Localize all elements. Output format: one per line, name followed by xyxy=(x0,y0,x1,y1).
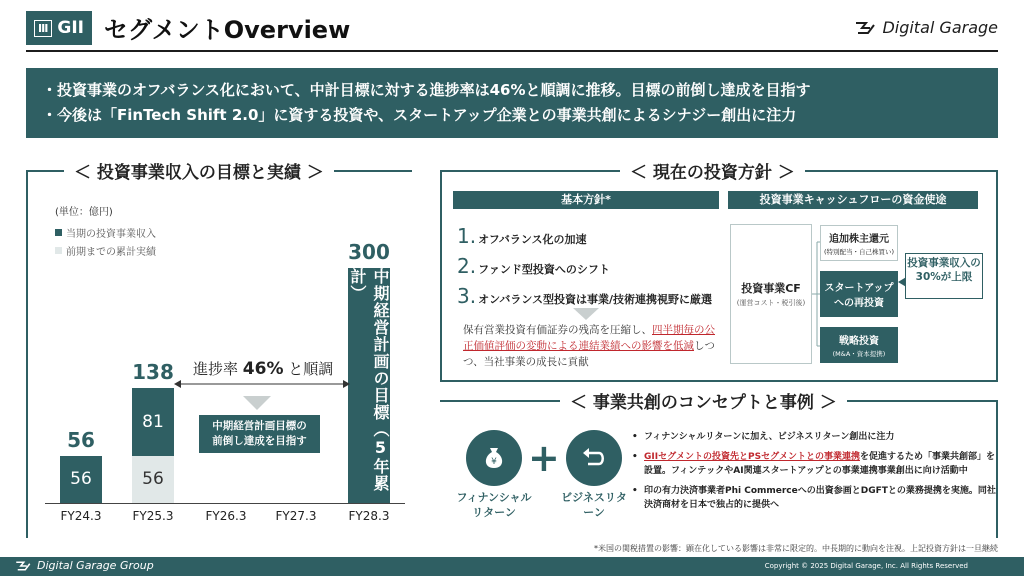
note-highlight: 四半期毎の公正価値評価の変動による連結業績への影響を低減 xyxy=(463,324,715,352)
x-tick-label: FY27.3 xyxy=(275,509,317,523)
cf-item-shareholder-return xyxy=(820,225,898,261)
company-logo xyxy=(854,18,998,37)
legend-label: 当期の投資事業収入 xyxy=(66,229,156,240)
progress-arrow-icon xyxy=(174,378,350,390)
progress-prefix: 進捗率 xyxy=(193,360,239,378)
down-arrow-icon xyxy=(573,308,599,320)
summary-banner xyxy=(26,68,998,138)
footer-company: Digital Garage Group xyxy=(37,559,154,572)
bullet-highlight: GIIセグメントの投資先とPSセグメントとの事業連携 xyxy=(644,452,860,462)
section-badge xyxy=(26,11,92,45)
legend-label: 前期までの累計実績 xyxy=(66,247,156,258)
copyright: Copyright © 2025 Digital Garage, Inc. All Rights Reserved xyxy=(764,562,968,570)
bar-prior-FY25.3: 56 xyxy=(132,456,174,503)
cap-callout: 投資事業収入の30%が上限 xyxy=(905,253,983,299)
policy-note xyxy=(463,322,723,370)
policy-text: ファンド型投資へのシフト xyxy=(478,263,610,276)
footer-bar xyxy=(0,557,1024,576)
return-arrow-icon xyxy=(579,443,609,473)
note-text: 保有営業投資有価証券の残高を圧縮し、 xyxy=(463,324,652,336)
right-top-title: ＜ 現在の投資方針 ＞ xyxy=(620,158,805,183)
left-panel-title: ＜ 投資事業収入の目標と実績 ＞ xyxy=(64,158,334,183)
policy-text: オンバランス型投資は事業/技術連携視野に厳選 xyxy=(478,293,713,306)
money-bag-icon xyxy=(479,443,509,473)
x-axis xyxy=(45,503,405,504)
policy-number: 1. xyxy=(457,224,477,248)
bullet-text: を促進するため「事業共創部」を設置。フィンテックやAI関連スタートアップとの事業連携事業創出に向け活動中 xyxy=(644,452,995,476)
summary-line-1: ・投資事業のオフバランス化において、中計目標に対する進捗率は46%と順調に推移。目標の前倒し達成を目指す xyxy=(42,81,811,99)
financial-return-label: フィナンシャルリターン xyxy=(456,491,532,519)
summary-line-2: ・今後は「FinTech Shift 2.0」に資する投資や、スタートアップ企業との事業共創によるシナジー創出に注力 xyxy=(42,106,797,124)
target-vertical-label: 中期経営計画の目標（5年累計） xyxy=(348,268,390,492)
cf-item-strategic xyxy=(820,327,898,363)
bar-total-label: 300 xyxy=(348,240,390,264)
bullet-item xyxy=(630,430,1002,444)
cf-item-reinvestment xyxy=(820,271,898,317)
financial-return-circle xyxy=(466,430,522,486)
business-return-circle xyxy=(566,430,622,486)
cocreation-bullets xyxy=(630,430,1002,518)
x-tick-label: FY28.3 xyxy=(348,509,390,523)
note-text: しつつ、当社事業の成長に貢献 xyxy=(463,340,715,368)
policy-header: 基本方針* xyxy=(453,191,719,209)
goal-line-2: 前倒し達成を目指す xyxy=(212,435,307,447)
cf-title: 投資事業CF xyxy=(741,282,801,295)
footnote: *米国の関税措置の影響：顕在化している影響は非常に限定的。中長期的に動向を注視。上記投資方針は一旦継続 xyxy=(594,544,998,553)
cf-item-sub: (特別配当・自己株買い) xyxy=(823,248,895,256)
policy-item-2 xyxy=(457,254,610,278)
goal-box xyxy=(199,415,320,453)
progress-suffix: と順調 xyxy=(288,360,334,378)
policy-item-1 xyxy=(457,224,587,248)
legend-swatch xyxy=(55,247,62,254)
legend-prior xyxy=(55,243,156,258)
x-tick-label: FY25.3 xyxy=(132,509,174,523)
page-title: セグメントOverview xyxy=(104,16,351,44)
bar-current-FY25.3: 81 xyxy=(132,388,174,456)
unit-label: (単位：億円) xyxy=(55,207,113,218)
goal-line-1: 中期経営計画目標の xyxy=(212,420,307,432)
progress-text xyxy=(193,358,333,379)
bar-total-label: 138 xyxy=(132,359,174,384)
plus-icon: + xyxy=(528,436,560,480)
right-bottom-title: ＜ 事業共創のコンセプトと事例 ＞ xyxy=(560,388,847,413)
policy-item-3 xyxy=(457,284,712,308)
dg-logo-icon xyxy=(14,560,32,572)
cf-item-title: 戦略投資 xyxy=(839,336,879,347)
bullet-text: 印の有力決済事業者Phi Commerceへの出資参画とDGFTとの業務提携を実施。同社決済商材を日本で独占的に提供へ xyxy=(644,486,996,510)
policy-number: 3. xyxy=(457,284,477,308)
bullet-text: フィナンシャルリターンに加え、ビジネスリターン創出に注力 xyxy=(644,432,895,442)
section-number: Ⅲ xyxy=(34,20,52,37)
bar-target-FY28.3 xyxy=(348,268,390,503)
down-arrow-icon xyxy=(243,396,271,410)
x-tick-label: FY24.3 xyxy=(60,509,102,523)
legend-swatch xyxy=(55,229,62,236)
progress-value: 46% xyxy=(242,359,284,379)
svg-text:¥: ¥ xyxy=(491,457,497,467)
bar-current-FY24.3: 56 xyxy=(60,456,102,503)
header-divider xyxy=(26,50,998,52)
cf-header: 投資事業キャッシュフローの資金使途 xyxy=(728,191,978,209)
logo-text: Digital Garage xyxy=(882,18,998,37)
x-tick-label: FY26.3 xyxy=(205,509,247,523)
cf-item-sub: (M&A・資本提携) xyxy=(832,350,886,358)
legend-current xyxy=(55,225,156,240)
policy-number: 2. xyxy=(457,254,477,278)
bullet-item xyxy=(630,484,1002,512)
cf-source-box xyxy=(730,224,812,364)
dg-logo-icon xyxy=(854,20,876,36)
section-label: GII xyxy=(57,18,84,38)
cf-item-title: 追加株主還元 xyxy=(829,234,889,245)
bullet-item xyxy=(630,450,1002,478)
footer-logo xyxy=(14,559,154,572)
business-return-label: ビジネスリターン xyxy=(561,491,627,519)
policy-text: オフバランス化の加速 xyxy=(478,233,587,246)
bar-total-label: 56 xyxy=(67,427,95,452)
cf-subtitle: (運営コスト・税引後) xyxy=(736,299,806,307)
cf-item-title: スタートアップへの再投資 xyxy=(824,283,894,309)
